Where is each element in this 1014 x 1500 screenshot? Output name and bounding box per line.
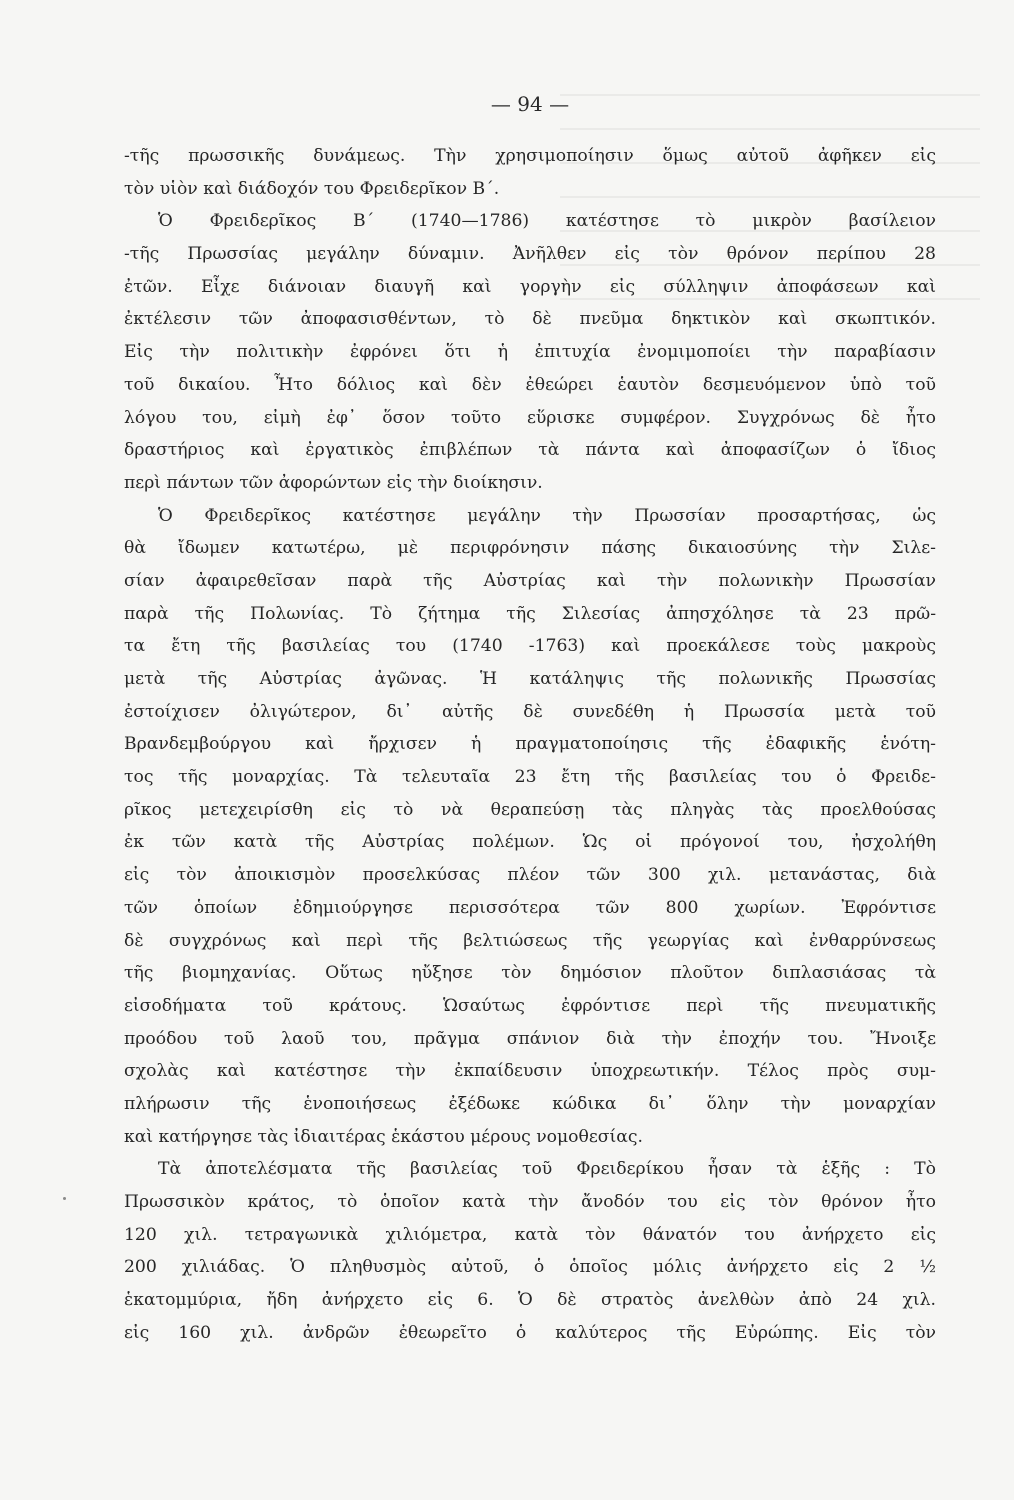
text-line: παρὰ τῆς Πολωνίας. Τὸ ζήτημα τῆς Σιλεσίας ἀπησχόλησε τὰ 23 πρῶ- xyxy=(124,603,936,624)
text-line: τοῦ δικαίου. Ἦτο δόλιος καὶ δὲν ἐθεώρει ἑαυτὸν δεσμευόμενον ὑπὸ τοῦ xyxy=(124,374,936,395)
paper-speck xyxy=(63,1197,66,1200)
text-line: Βρανδεμβούργου καὶ ἤρχισεν ἡ πραγματοποίησις τῆς ἐδαφικῆς ἑνότη- xyxy=(124,734,936,755)
text-line: δραστήριος καὶ ἐργατικὸς ἐπιβλέπων τὰ πάντα καὶ ἀποφασίζων ὁ ἴδιος xyxy=(124,440,936,461)
text-line: καὶ κατήργησε τὰς ἰδιαιτέρας ἑκάστου μέρους νομοθεσίας. xyxy=(124,1126,643,1147)
text-line: τῆς βιομηχανίας. Οὕτως ηὔξησε τὸν δημόσιον πλοῦτον διπλασιάσας τὰ xyxy=(124,963,936,984)
text-line: -τῆς Πρωσσίας μεγάλην δύναμιν. Ἀνῆλθεν εἰς τὸν θρόνον περίπου 28 xyxy=(124,244,936,265)
text-line: ἐτῶν. Εἶχε διάνοιαν διαυγῆ καὶ γοργὴν εἰς σύλληψιν ἀποφάσεων καὶ xyxy=(124,276,936,297)
text-line: Εἰς τὴν πολιτικὴν ἐφρόνει ὅτι ἡ ἐπιτυχία ἐνομιμοποίει τὴν παραβίασιν xyxy=(124,342,936,363)
text-line: 200 χιλιάδας. Ὁ πληθυσμὸς αὐτοῦ, ὁ ὁποῖος μόλις ἀνήρχετο εἰς 2 ½ xyxy=(124,1257,936,1278)
text-line: προόδου τοῦ λαοῦ του, πρᾶγμα σπάνιον διὰ τὴν ἐποχήν του. Ἤνοιξε xyxy=(124,1028,936,1049)
text-line: τα ἔτη τῆς βασιλείας του (1740 -1763) καὶ προεκάλεσε τοὺς μακροὺς xyxy=(124,636,936,657)
page-number: — 94 — xyxy=(490,92,570,116)
text-line: τος τῆς μοναρχίας. Τὰ τελευταῖα 23 ἔτη τῆς βασιλείας του ὁ Φρειδε- xyxy=(124,767,936,788)
text-line: δὲ συγχρόνως καὶ περὶ τῆς βελτιώσεως τῆς γεωργίας καὶ ἐνθαρρύνσεως xyxy=(124,930,936,951)
text-line: Πρωσσικὸν κράτος, τὸ ὁποῖον κατὰ τὴν ἄνοδόν του εἰς τὸν θρόνον ἦτο xyxy=(124,1192,936,1212)
text-line: εἰσοδήματα τοῦ κράτους. Ὡσαύτως ἐφρόντισε περὶ τῆς πνευματικῆς xyxy=(124,995,936,1016)
text-line: σίαν ἀφαιρεθεῖσαν παρὰ τῆς Αὐστρίας καὶ τὴν πολωνικὴν Πρωσσίαν xyxy=(124,570,936,591)
text-line: ἐκτέλεσιν τῶν ἀποφασισθέντων, τὸ δὲ πνεῦμα δηκτικὸν καὶ σκωπτικόν. xyxy=(124,309,936,330)
text-line: σχολὰς καὶ κατέστησε τὴν ἐκπαίδευσιν ὑποχρεωτικήν. Τέλος πρὸς συμ- xyxy=(124,1061,936,1082)
text-line: 120 χιλ. τετραγωνικὰ χιλιόμετρα, κατὰ τὸν θάνατόν του ἀνήρχετο εἰς xyxy=(124,1224,936,1245)
text-line: εἰς τὸν ἀποικισμὸν προσελκύσας πλέον τῶν 300 χιλ. μετανάστας, διὰ xyxy=(124,865,936,886)
text-line: λόγου του, εἰμὴ ἐφ᾽ ὅσον τοῦτο εὕρισκε συμφέρον. Συγχρόνως δὲ ἦτο xyxy=(124,407,936,428)
text-line: ἐκ τῶν κατὰ τῆς Αὐστρίας πολέμων. Ὡς οἱ πρόγονοί του, ἠσχολήθη xyxy=(124,832,936,853)
text-line: περὶ πάντων τῶν ἀφορώντων εἰς τὴν διοίκησιν. xyxy=(124,472,543,493)
text-line: Ὁ Φρειδερῖκος Β΄ (1740—1786) κατέστησε τὸ μικρὸν βασίλειον xyxy=(158,211,936,232)
text-line: τῶν ὁποίων ἐδημιούργησε περισσότερα τῶν 800 χωρίων. Ἐφρόντισε xyxy=(124,897,936,918)
text-line: τὸν υἱὸν καὶ διάδοχόν του Φρειδερῖκον Β΄. xyxy=(124,178,500,199)
text-line: μετὰ τῆς Αὐστρίας ἀγῶνας. Ἡ κατάληψις τῆς πολωνικῆς Πρωσσίας xyxy=(124,669,936,689)
text-line: πλήρωσιν τῆς ἑνοποιήσεως ἐξέδωκε κώδικα δι᾽ ὅλην τὴν μοναρχίαν xyxy=(124,1093,936,1114)
text-line: Τὰ ἀποτελέσματα τῆς βασιλείας τοῦ Φρειδερίκου ἦσαν τὰ ἑξῆς : Τὸ xyxy=(158,1159,936,1180)
text-line: ἑκατομμύρια, ἤδη ἀνήρχετο εἰς 6. Ὁ δὲ στρατὸς ἀνελθὼν ἀπὸ 24 χιλ. xyxy=(124,1290,936,1311)
text-line: εἰς 160 χιλ. ἀνδρῶν ἐθεωρεῖτο ὁ καλύτερος τῆς Εὐρώπης. Εἰς τὸν xyxy=(124,1322,936,1343)
body-text xyxy=(124,140,936,1349)
text-line: Ὁ Φρειδερῖκος κατέστησε μεγάλην τὴν Πρωσσίαν προσαρτήσας, ὡς xyxy=(158,505,936,526)
text-line: ἐστοίχισεν ὀλιγώτερον, δι᾽ αὐτῆς δὲ συνεδέθη ἡ Πρωσσία μετὰ τοῦ xyxy=(124,701,936,722)
text-line: θὰ ἴδωμεν κατωτέρω, μὲ περιφρόνησιν πάσης δικαιοσύνης τὴν Σιλε- xyxy=(124,538,936,559)
text-line: ρῖκος μετεχειρίσθη εἰς τὸ νὰ θεραπεύσῃ τὰς πληγὰς τὰς προελθούσας xyxy=(124,799,936,820)
text-line: -τῆς πρωσσικῆς δυνάμεως. Τὴν χρησιμοποίησιν ὅμως αὐτοῦ ἀφῆκεν εἰς xyxy=(124,146,936,166)
